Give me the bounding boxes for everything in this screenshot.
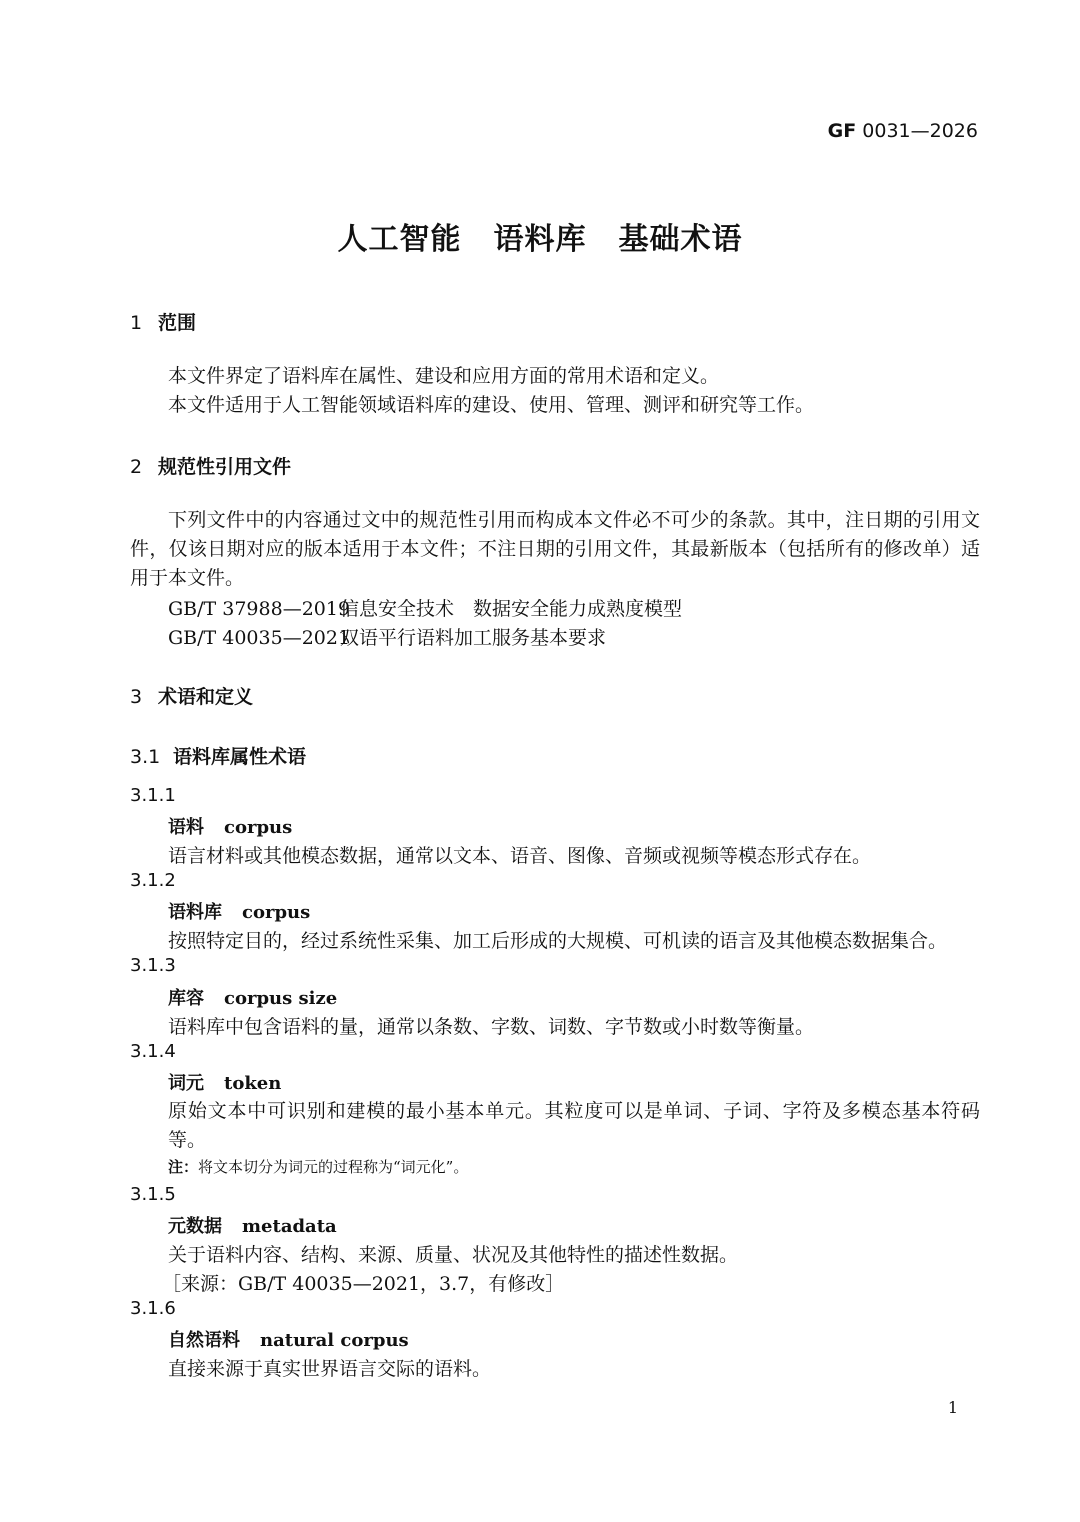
section-title: 术语和定义 bbox=[158, 686, 254, 708]
term-number: 3.1.3 bbox=[130, 955, 176, 976]
standard-prefix: GF bbox=[827, 120, 857, 142]
term-zh: 自然语料 bbox=[168, 1330, 240, 1351]
term-heading bbox=[168, 1212, 337, 1238]
term-heading bbox=[168, 813, 292, 839]
section-1-heading bbox=[130, 308, 196, 335]
title-part-3: 基础术语 bbox=[618, 222, 743, 257]
term-definition: 按照特定目的，经过系统性采集、加工后形成的大规模、可机读的语言及其他模态数据集合。 bbox=[168, 930, 948, 952]
term-number: 3.1.6 bbox=[130, 1298, 176, 1319]
document-title bbox=[0, 214, 1080, 258]
term-en: corpus bbox=[224, 817, 293, 838]
standard-code bbox=[828, 120, 978, 142]
section-title: 规范性引用文件 bbox=[158, 456, 292, 478]
term-en: metadata bbox=[242, 1216, 337, 1237]
term-definition: 关于语料内容、结构、来源、质量、状况及其他特性的描述性数据。 bbox=[168, 1244, 739, 1266]
reference-title: 双语平行语料加工服务基本要求 bbox=[340, 627, 607, 649]
reference-item bbox=[168, 623, 606, 650]
term-zh: 库容 bbox=[168, 988, 204, 1009]
title-part-2: 语料库 bbox=[493, 222, 587, 257]
title-part-1: 人工智能 bbox=[337, 222, 462, 257]
term-definition: 语言材料或其他模态数据，通常以文本、语音、图像、音频或视频等模态形式存在。 bbox=[168, 845, 872, 867]
section-1-para-2: 本文件适用于人工智能领域语料库的建设、使用、管理、测评和研究等工作。 bbox=[168, 394, 815, 416]
section-number: 3.1 bbox=[130, 746, 161, 768]
section-number: 2 bbox=[130, 456, 143, 478]
term-en: corpus bbox=[242, 902, 311, 923]
standard-number: 0031—2026 bbox=[862, 120, 978, 142]
term-number: 3.1.5 bbox=[130, 1184, 176, 1205]
term-zh: 语料库 bbox=[168, 902, 222, 923]
term-en: token bbox=[224, 1073, 282, 1094]
term-number: 3.1.4 bbox=[130, 1041, 176, 1062]
term-zh: 元数据 bbox=[168, 1216, 222, 1237]
term-heading bbox=[168, 1069, 281, 1095]
reference-code: GB/T 37988—2019 bbox=[168, 598, 351, 620]
section-number: 1 bbox=[130, 312, 143, 334]
term-heading bbox=[168, 1326, 409, 1352]
term-source: ［来源：GB/T 40035—2021，3.7，有修改］ bbox=[162, 1273, 565, 1295]
term-number: 3.1.1 bbox=[130, 785, 176, 806]
section-3-1-heading bbox=[130, 742, 306, 769]
note-label: 注： bbox=[168, 1158, 199, 1176]
term-number: 3.1.2 bbox=[130, 870, 176, 891]
term-en: corpus size bbox=[224, 988, 338, 1009]
term-en: natural corpus bbox=[260, 1330, 409, 1351]
page-number: 1 bbox=[947, 1398, 958, 1417]
section-1-para-1: 本文件界定了语料库在属性、建设和应用方面的常用术语和定义。 bbox=[168, 365, 720, 387]
reference-item bbox=[168, 594, 682, 621]
section-title: 语料库属性术语 bbox=[173, 746, 307, 768]
reference-code: GB/T 40035—2021 bbox=[168, 627, 351, 649]
section-2-para-1: 下列文件中的内容通过文中的规范性引用而构成本文件必不可少的条款。其中，注日期的引用文件，仅该日期对应的版本适用于本文件；不注日期的引用文件，其最新版本（包括所有的修改单）适用于本文件。 bbox=[130, 509, 980, 589]
section-title: 范围 bbox=[158, 312, 197, 334]
term-zh: 词元 bbox=[168, 1073, 204, 1094]
term-note bbox=[168, 1156, 468, 1177]
term-heading bbox=[168, 898, 310, 924]
term-definition: 直接来源于真实世界语言交际的语料。 bbox=[168, 1358, 492, 1380]
term-zh: 语料 bbox=[168, 817, 204, 838]
term-definition: 语料库中包含语料的量，通常以条数、字数、词数、字节数或小时数等衡量。 bbox=[168, 1016, 815, 1038]
term-definition: 原始文本中可识别和建模的最小基本单元。其粒度可以是单词、子词、字符及多模态基本符码等。 bbox=[168, 1100, 980, 1151]
note-text: 将文本切分为词元的过程称为“词元化”。 bbox=[198, 1158, 469, 1176]
term-heading bbox=[168, 984, 337, 1010]
section-2-heading bbox=[130, 452, 291, 479]
section-number: 3 bbox=[130, 686, 143, 708]
reference-title: 信息安全技术 数据安全能力成熟度模型 bbox=[340, 598, 683, 620]
section-3-heading bbox=[130, 682, 253, 709]
